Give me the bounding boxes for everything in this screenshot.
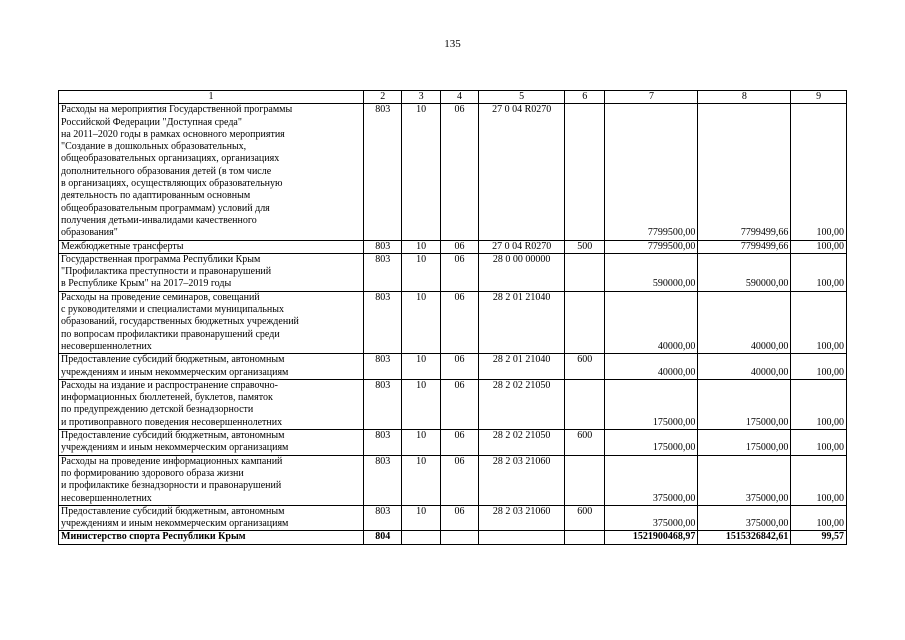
expense-name-cell: Министерство спорта Республики Крым	[59, 531, 364, 544]
expense-name-cell: Расходы на мероприятия Государственной программы Российской Федерации "Доступная среда" на 2011–2020 годы в рамках основного мероприятия "Создание в дошкольных образовательных, общеобразовательных организациях, организациях дополнительного образования детей (в том числе в организациях, осуществляющих образовательную деятельность по адаптированным основным общеобразовательным программам) условий для получения детьми-инвалидами качественного образования"	[59, 104, 364, 240]
ministry-code-cell: 803	[364, 240, 402, 253]
execution-percent-cell: 100,00	[791, 505, 847, 531]
column-header: 4	[440, 91, 478, 104]
execution-percent-cell: 100,00	[791, 253, 847, 291]
expense-name-cell: Расходы на издание и распространение справочно- информационных бюллетеней, буклетов, памяток по предупреждению детской безнадзорности и противоправного поведения несовершеннолетних	[59, 379, 364, 429]
table-row	[59, 104, 847, 240]
page-number: 135	[444, 38, 461, 50]
expense-name-cell: Предоставление субсидий бюджетным, автономным учреждениям и иным некоммерческим организациям	[59, 354, 364, 380]
column-header: 8	[698, 91, 791, 104]
execution-percent-cell: 100,00	[791, 354, 847, 380]
column-header: 1	[59, 91, 364, 104]
expense-name-cell: Предоставление субсидий бюджетным, автономным учреждениям и иным некоммерческим организациям	[59, 430, 364, 456]
ministry-code-cell: 803	[364, 291, 402, 353]
planned-amount-cell: 175000,00	[605, 430, 698, 456]
executed-amount-cell: 40000,00	[698, 354, 791, 380]
target-article-cell	[479, 531, 565, 544]
expense-type-cell	[565, 291, 605, 353]
execution-percent-cell: 100,00	[791, 291, 847, 353]
column-header: 2	[364, 91, 402, 104]
column-header: 7	[605, 91, 698, 104]
ministry-code-cell: 803	[364, 505, 402, 531]
expense-name-cell: Межбюджетные трансферты	[59, 240, 364, 253]
subsection-cell: 06	[440, 104, 478, 240]
expense-type-cell	[565, 531, 605, 544]
column-header: 5	[479, 91, 565, 104]
execution-percent-cell: 100,00	[791, 430, 847, 456]
planned-amount-cell: 590000,00	[605, 253, 698, 291]
table-row	[59, 354, 847, 380]
expense-name-cell: Предоставление субсидий бюджетным, автономным учреждениям и иным некоммерческим организациям	[59, 505, 364, 531]
subsection-cell: 06	[440, 430, 478, 456]
ministry-code-cell: 803	[364, 379, 402, 429]
executed-amount-cell: 175000,00	[698, 379, 791, 429]
planned-amount-cell: 1521900468,97	[605, 531, 698, 544]
expense-type-cell: 600	[565, 354, 605, 380]
expense-type-cell	[565, 455, 605, 505]
section-cell: 10	[402, 430, 440, 456]
section-cell: 10	[402, 291, 440, 353]
expense-type-cell: 600	[565, 505, 605, 531]
execution-percent-cell: 100,00	[791, 104, 847, 240]
section-cell: 10	[402, 505, 440, 531]
table-row	[59, 455, 847, 505]
subsection-cell: 06	[440, 291, 478, 353]
target-article-cell: 28 2 03 21060	[479, 455, 565, 505]
expense-type-cell	[565, 253, 605, 291]
column-number-row	[59, 91, 847, 104]
table-row	[59, 253, 847, 291]
column-header: 3	[402, 91, 440, 104]
ministry-code-cell: 803	[364, 104, 402, 240]
table-row	[59, 379, 847, 429]
subsection-cell	[440, 531, 478, 544]
executed-amount-cell: 7799499,66	[698, 104, 791, 240]
section-cell: 10	[402, 253, 440, 291]
column-header: 9	[791, 91, 847, 104]
total-row	[59, 531, 847, 544]
executed-amount-cell: 40000,00	[698, 291, 791, 353]
expense-type-cell	[565, 104, 605, 240]
table-row	[59, 505, 847, 531]
expense-name-cell: Расходы на проведение информационных кампаний по формированию здорового образа жизни и профилактике безнадзорности и правонарушений несовершеннолетних	[59, 455, 364, 505]
target-article-cell: 28 2 01 21040	[479, 354, 565, 380]
subsection-cell: 06	[440, 379, 478, 429]
section-cell: 10	[402, 379, 440, 429]
target-article-cell: 28 2 01 21040	[479, 291, 565, 353]
executed-amount-cell: 1515326842,61	[698, 531, 791, 544]
planned-amount-cell: 375000,00	[605, 455, 698, 505]
target-article-cell: 28 2 02 21050	[479, 379, 565, 429]
subsection-cell: 06	[440, 505, 478, 531]
target-article-cell: 27 0 04 R0270	[479, 104, 565, 240]
expense-name-cell: Расходы на проведение семинаров, совещаний с руководителями и специалистами муниципальных образований, государственных бюджетных учреждений по вопросам профилактики правонарушений среди несовершеннолетних	[59, 291, 364, 353]
ministry-code-cell: 804	[364, 531, 402, 544]
planned-amount-cell: 40000,00	[605, 354, 698, 380]
subsection-cell: 06	[440, 455, 478, 505]
execution-percent-cell: 100,00	[791, 455, 847, 505]
executed-amount-cell: 7799499,66	[698, 240, 791, 253]
expense-type-cell: 600	[565, 430, 605, 456]
budget-table	[58, 90, 847, 545]
ministry-code-cell: 803	[364, 253, 402, 291]
table-row	[59, 240, 847, 253]
expense-name-cell: Государственная программа Республики Крым "Профилактика преступности и правонарушений в Республике Крым" на 2017–2019 годы	[59, 253, 364, 291]
section-cell	[402, 531, 440, 544]
ministry-code-cell: 803	[364, 354, 402, 380]
subsection-cell: 06	[440, 240, 478, 253]
table-row	[59, 291, 847, 353]
execution-percent-cell: 99,57	[791, 531, 847, 544]
section-cell: 10	[402, 104, 440, 240]
target-article-cell: 28 2 03 21060	[479, 505, 565, 531]
execution-percent-cell: 100,00	[791, 379, 847, 429]
subsection-cell: 06	[440, 253, 478, 291]
ministry-code-cell: 803	[364, 430, 402, 456]
executed-amount-cell: 375000,00	[698, 455, 791, 505]
target-article-cell: 27 0 04 R0270	[479, 240, 565, 253]
executed-amount-cell: 175000,00	[698, 430, 791, 456]
planned-amount-cell: 175000,00	[605, 379, 698, 429]
table-row	[59, 430, 847, 456]
ministry-code-cell: 803	[364, 455, 402, 505]
section-cell: 10	[402, 240, 440, 253]
planned-amount-cell: 7799500,00	[605, 240, 698, 253]
subsection-cell: 06	[440, 354, 478, 380]
planned-amount-cell: 375000,00	[605, 505, 698, 531]
expense-type-cell: 500	[565, 240, 605, 253]
column-header: 6	[565, 91, 605, 104]
target-article-cell: 28 0 00 00000	[479, 253, 565, 291]
planned-amount-cell: 40000,00	[605, 291, 698, 353]
target-article-cell: 28 2 02 21050	[479, 430, 565, 456]
section-cell: 10	[402, 455, 440, 505]
executed-amount-cell: 590000,00	[698, 253, 791, 291]
section-cell: 10	[402, 354, 440, 380]
expense-type-cell	[565, 379, 605, 429]
planned-amount-cell: 7799500,00	[605, 104, 698, 240]
execution-percent-cell: 100,00	[791, 240, 847, 253]
executed-amount-cell: 375000,00	[698, 505, 791, 531]
